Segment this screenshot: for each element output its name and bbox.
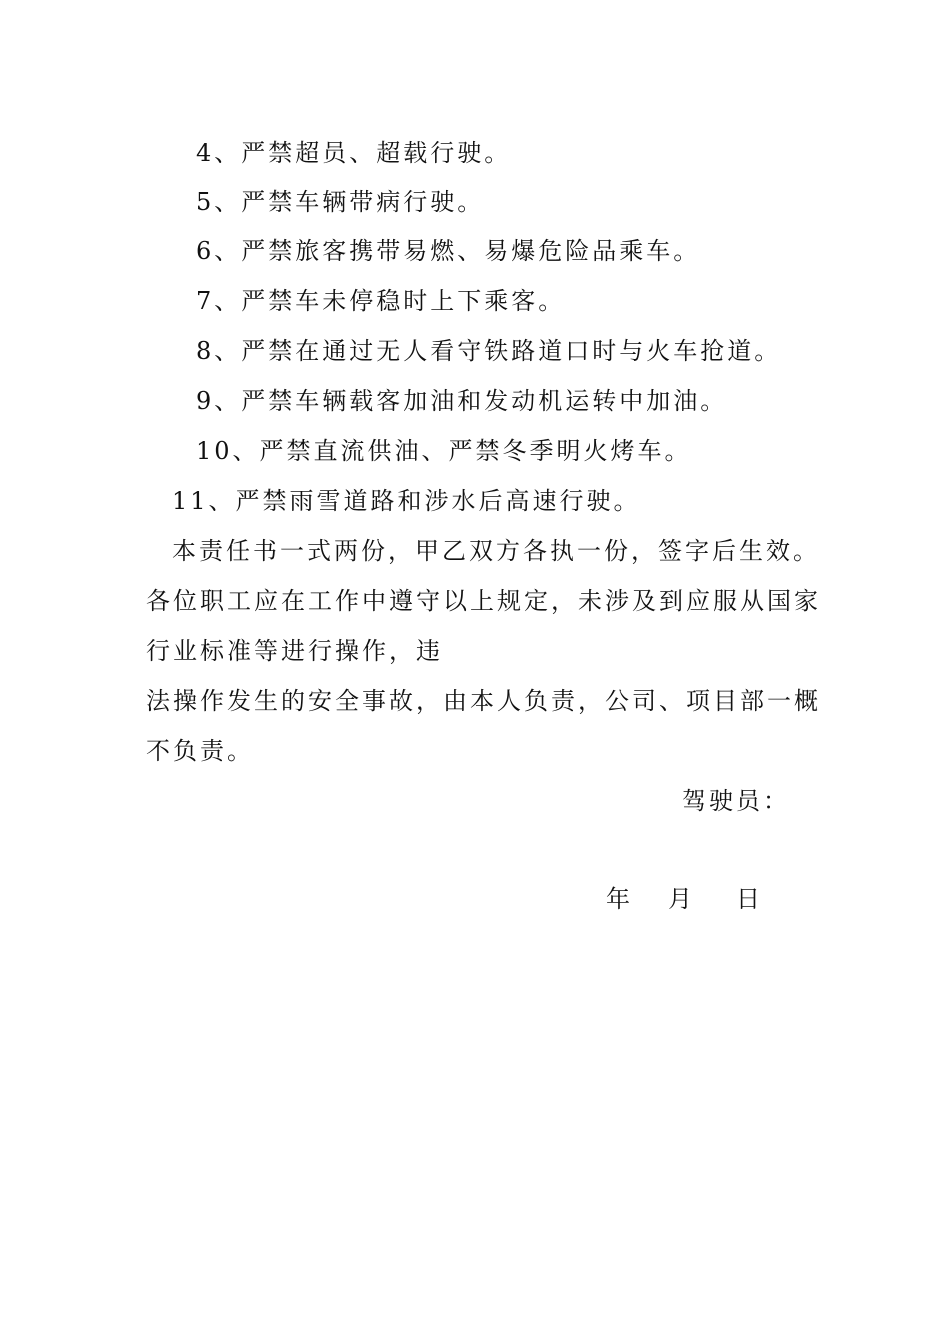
validity-statement: 本责任书一式两份，甲乙双方各执一份，签字后生效。 bbox=[172, 537, 820, 565]
date-year-label: 年 bbox=[606, 885, 630, 913]
compliance-text-line-1: 各位职工应在工作中遵守以上规定，未涉及到应服从国家 bbox=[146, 587, 821, 615]
rule-item-8: 8、严禁在通过无人看守铁路道口时与火车抢道。 bbox=[196, 337, 782, 365]
driver-signature-label: 驾驶员： bbox=[682, 787, 790, 815]
rule-item-9: 9、严禁车辆载客加油和发动机运转中加油。 bbox=[196, 387, 728, 415]
rule-item-6: 6、严禁旅客携带易燃、易爆危险品乘车。 bbox=[196, 237, 701, 265]
rule-item-10: 10、严禁直流供油、严禁冬季明火烤车。 bbox=[196, 437, 692, 465]
rule-item-7: 7、严禁车未停稳时上下乘客。 bbox=[196, 287, 566, 315]
date-day-label: 日 bbox=[736, 885, 760, 913]
rule-item-4: 4、严禁超员、超载行驶。 bbox=[196, 139, 512, 167]
rule-item-11: 11、严禁雨雪道路和涉水后高速行驶。 bbox=[172, 487, 641, 515]
rule-item-5: 5、严禁车辆带病行驶。 bbox=[196, 188, 485, 216]
compliance-text-line-2: 行业标准等进行操作，违 bbox=[146, 637, 443, 665]
compliance-text-line-4: 不负责。 bbox=[146, 737, 254, 765]
compliance-text-line-3: 法操作发生的安全事故，由本人负责，公司、项目部一概 bbox=[146, 687, 821, 715]
date-month-label: 月 bbox=[668, 885, 692, 913]
